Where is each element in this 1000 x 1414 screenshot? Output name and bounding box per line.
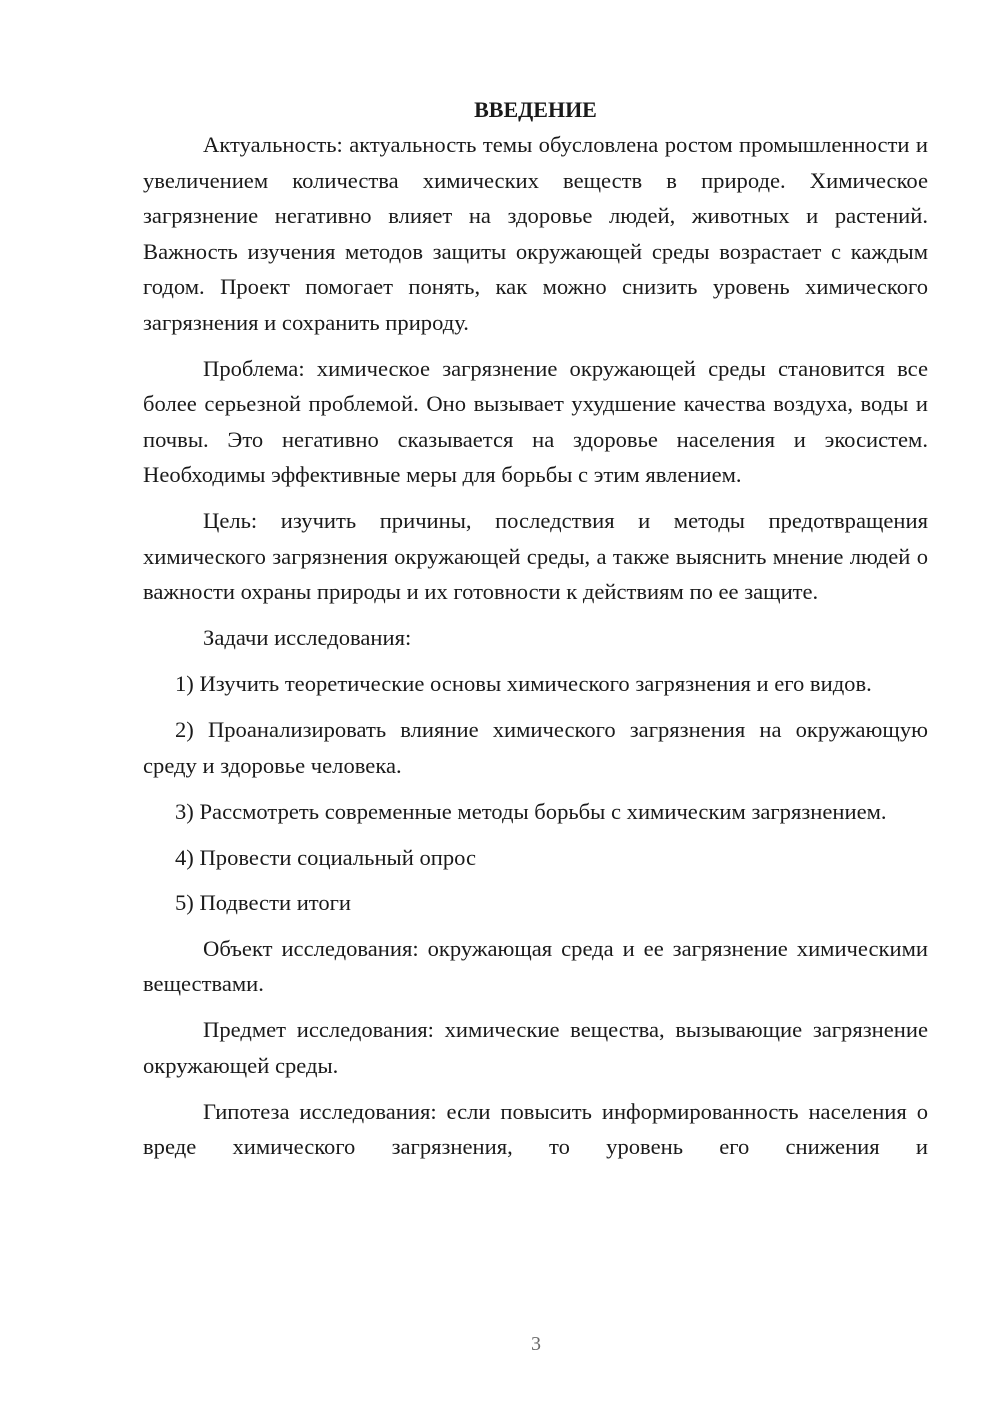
task-item-2: 2) Проанализировать влияние химического загрязнения на окружающую среду и здоровье человека. — [143, 717, 928, 778]
paragraph-subject: Предмет исследования: химические вещества, вызывающие загрязнение окружающей среды. — [143, 1017, 928, 1078]
paragraph-relevance: Актуальность: актуальность темы обусловлена ростом промышленности и увеличением количества химических веществ в природе. Химическое загрязнение негативно влияет на здоровье людей, животных и растений. Важность изучения методов защиты окружающей среды возрастает с каждым годом. Проект помогает понять, как можно снизить уровень химического загрязнения и сохранить природу. — [143, 132, 928, 335]
document-body — [143, 92, 928, 1175]
task-item-3: 3) Рассмотреть современные методы борьбы с химическим загрязнением. — [175, 798, 887, 824]
paragraph-goal: Цель: изучить причины, последствия и методы предотвращения химического загрязнения окружающей среды, а также выяснить мнение людей о важности охраны природы и их готовности к действиям по ее защите. — [143, 508, 928, 604]
task-item-4: 4) Провести социальный опрос — [175, 844, 477, 870]
task-item-5: 5) Подвести итоги — [175, 890, 352, 915]
page-number: 3 — [531, 1333, 541, 1355]
task-item-1: 1) Изучить теоретические основы химического загрязнения и его видов. — [175, 671, 872, 696]
paragraph-problem: Проблема: химическое загрязнение окружающей среды становится все более серьезной проблемой. Оно вызывает ухудшение качества воздуха, воды и почвы. Это негативно сказывается на здоровье населения и экосистем. Необходимы эффективные меры для борьбы с этим явлением. — [143, 355, 928, 487]
paragraph-tasks-title: Задачи исследования: — [203, 625, 412, 650]
paragraph-hypothesis: Гипотеза исследования: если повысить информированность населения о вреде химического загрязнения, то уровень его снижения и — [143, 1098, 928, 1159]
section-heading: ВВЕДЕНИЕ — [474, 97, 597, 122]
paragraph-object: Объект исследования: окружающая среда и ее загрязнение химическими веществами. — [143, 935, 928, 996]
